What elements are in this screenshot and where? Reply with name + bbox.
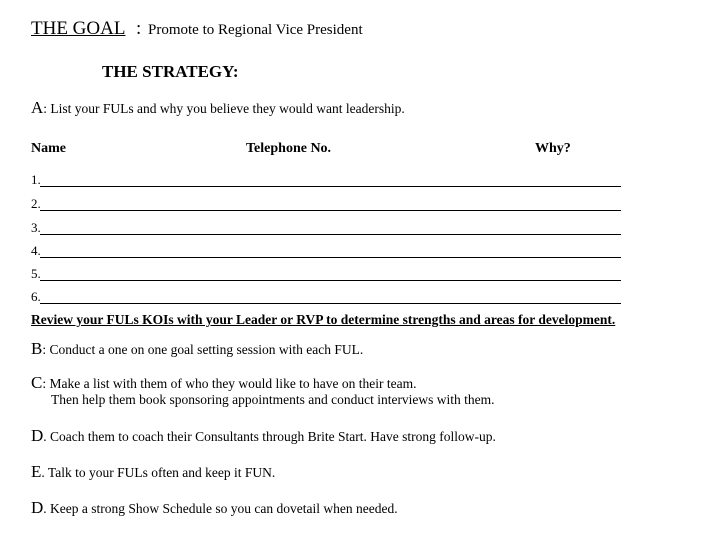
fill-line xyxy=(40,303,621,304)
column-why: Why? xyxy=(535,141,571,156)
section-e-text: . Talk to your FULs often and keep it FUN. xyxy=(41,465,276,480)
section-d-coach-letter: D xyxy=(31,426,44,445)
section-c-letter: C xyxy=(31,373,43,392)
section-b-text: : Conduct a one on one goal setting session with each FUL. xyxy=(42,342,364,357)
section-d-coach xyxy=(31,426,496,446)
section-c-text: : Make a list with them of who they would like to have on their team. xyxy=(42,376,417,391)
section-d-coach-text: . Coach them to coach their Consultants through Brite Start. Have strong follow-up. xyxy=(43,429,496,444)
fill-line xyxy=(40,210,621,211)
goal-text: Promote to Regional Vice President xyxy=(148,22,363,38)
section-b xyxy=(31,339,363,359)
column-name: Name xyxy=(31,141,66,156)
row-number: 2. xyxy=(31,196,41,211)
section-e xyxy=(31,462,275,482)
goal-heading-text: THE GOAL xyxy=(31,18,126,39)
entry-row[interactable] xyxy=(31,286,621,306)
section-c xyxy=(31,373,417,393)
section-c-continuation: Then help them book sponsoring appointments and conduct interviews with them. xyxy=(51,392,495,407)
entry-row[interactable] xyxy=(31,240,621,260)
section-a-text: : List your FULs and why you believe they would want leadership. xyxy=(43,101,405,116)
section-d-schedule xyxy=(31,498,398,518)
section-b-letter: B xyxy=(31,339,43,358)
fill-line xyxy=(40,257,621,258)
entry-row[interactable] xyxy=(31,193,621,213)
fill-line xyxy=(40,234,621,235)
section-a xyxy=(31,98,405,118)
fill-line xyxy=(40,186,621,187)
row-number: 1. xyxy=(31,172,41,187)
goal-heading xyxy=(31,18,125,40)
row-number: 6. xyxy=(31,289,41,304)
strategy-heading: THE STRATEGY: xyxy=(102,62,239,81)
fill-line xyxy=(40,280,621,281)
section-d-schedule-text: . Keep a strong Show Schedule so you can dovetail when needed. xyxy=(43,501,398,516)
entry-row[interactable] xyxy=(31,217,621,237)
row-number: 4. xyxy=(31,243,41,258)
section-d-schedule-letter: D xyxy=(31,498,44,517)
row-number: 5. xyxy=(31,266,41,281)
column-telephone: Telephone No. xyxy=(246,141,332,156)
row-number: 3. xyxy=(31,220,41,235)
goal-colon: : xyxy=(136,18,142,39)
section-a-letter: A xyxy=(31,98,44,117)
section-e-letter: E xyxy=(31,462,42,481)
entry-row[interactable] xyxy=(31,263,621,283)
entry-row[interactable] xyxy=(31,169,621,189)
review-note: Review your FULs KOIs with your Leader or RVP to determine strengths and areas for development. xyxy=(31,312,616,327)
